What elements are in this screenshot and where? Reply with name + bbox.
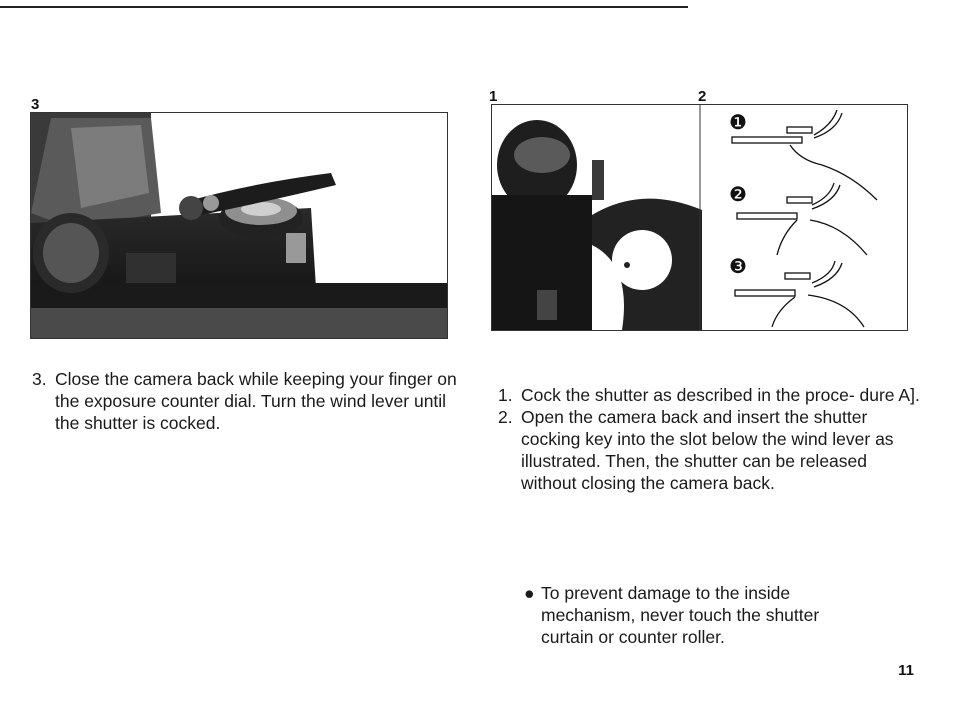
step-1-number: 1. bbox=[498, 385, 513, 405]
step-1-text: Cock the shutter as described in the proce- dure A]. bbox=[521, 385, 920, 405]
step-3-text: Close the camera back while keeping your finger on the exposure counter dial. Turn the wind lever until the shutter is cocked. bbox=[55, 369, 457, 433]
page-number: 11 bbox=[898, 662, 914, 679]
marker-2: ❷ bbox=[729, 184, 747, 206]
note-block bbox=[524, 582, 844, 648]
marker-3: ❸ bbox=[729, 256, 747, 278]
top-rule bbox=[0, 6, 688, 8]
figure-number-3: 3 bbox=[31, 96, 40, 113]
camera-photo-illustration bbox=[31, 113, 447, 338]
left-step-block bbox=[32, 368, 462, 434]
note-item bbox=[524, 582, 844, 648]
marker-1: ❶ bbox=[729, 112, 747, 134]
shutter-key-figure bbox=[491, 104, 908, 331]
step-3-item bbox=[32, 368, 462, 434]
step-1-item bbox=[498, 384, 923, 406]
note-text: To prevent damage to the inside mechanism, never touch the shutter curtain or counter roller. bbox=[541, 583, 820, 647]
step-3-number: 3. bbox=[32, 369, 47, 389]
right-steps-block bbox=[498, 384, 923, 494]
bullet-icon: ● bbox=[524, 583, 535, 603]
figure-number-2: 2 bbox=[698, 88, 707, 105]
figure-number-1: 1 bbox=[489, 88, 498, 105]
step-2-text: Open the camera back and insert the shutter cocking key into the slot below the wind lever as illustrated. Then, the shutter can be released without closing the camera back. bbox=[521, 407, 894, 493]
shutter-key-illustration bbox=[492, 105, 907, 330]
step-2-item bbox=[498, 406, 923, 494]
step-2-number: 2. bbox=[498, 407, 513, 427]
camera-back-photo bbox=[30, 112, 448, 339]
